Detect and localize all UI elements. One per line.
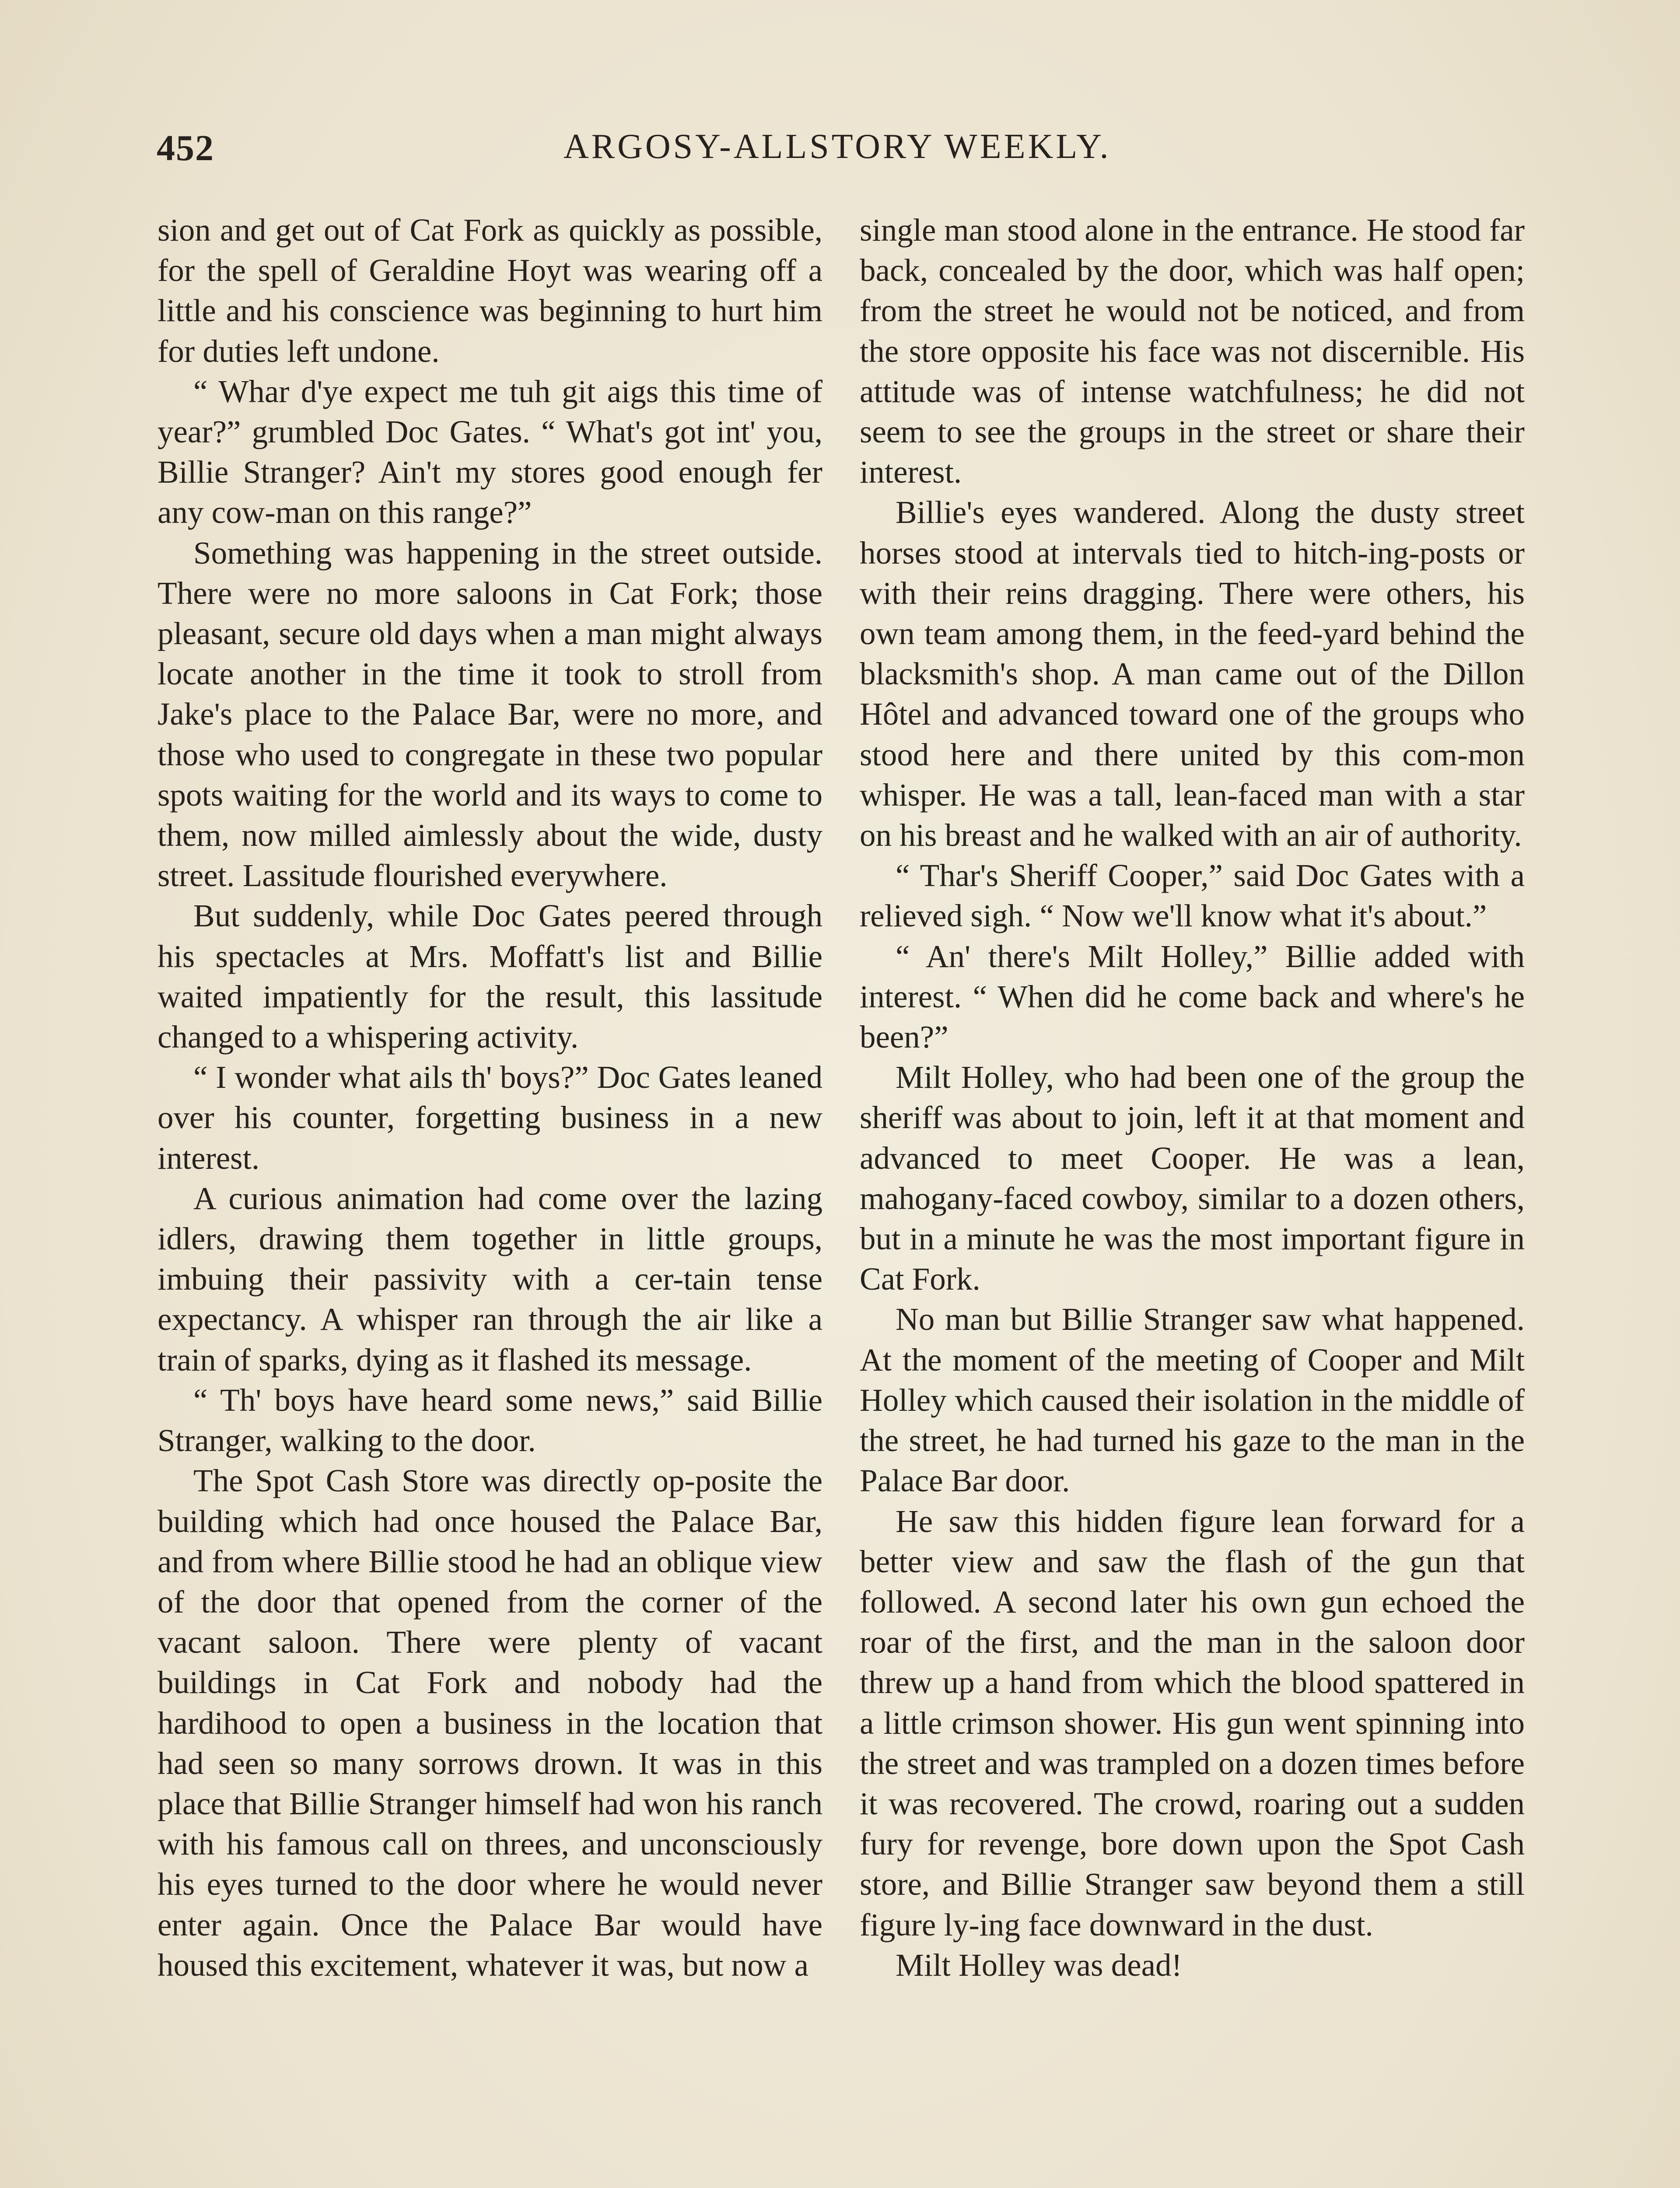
page-number: 452 [157,128,214,168]
running-title: ARGOSY-ALLSTORY WEEKLY. [564,127,1111,166]
paragraph: “ An' there's Milt Holley,” Billie added with interest. “ When did he come back and where's he been?” [860,938,1525,1055]
paragraph: Billie's eyes wandered. Along the dusty street horses stood at intervals tied to hitch-ing-posts or with their reins dragging. There were others, his own team among them, in the feed-yard behind the blacksmith's shop. A man came out of the Dillon Hôtel and advanced toward one of the groups who stood here and there united by this com-mon whisper. He was a tall, lean-faced man with a star on his breast and he walked with an air of authority. [860,494,1525,853]
paragraph: sion and get out of Cat Fork as quickly as possible, for the spell of Geraldine Hoyt was wearing off a little and his conscience was beginning to hurt him for duties left undone. [158,212,822,369]
paragraph: “ I wonder what ails th' boys?” Doc Gates leaned over his counter, forgetting business in a new interest. [158,1059,822,1176]
page-header [157,127,1526,179]
paragraph: The Spot Cash Store was directly op-posite the building which had once housed the Palace Bar, and from where Billie stood he had an oblique view of the door that opened from the corner of the vacant saloon. There were plenty of vacant buildings in Cat Fork and nobody had the hardihood to open a business in the location that had seen so many sorrows drown. It was in this place that Billie Stranger himself had won his ranch with his famous call on threes, and unconsciously his eyes turned to the door where he would never enter again. Once the Palace Bar would have housed this excitement, whatever it was, but now a [158,1463,822,1983]
right-column [860,210,1525,1985]
paragraph: No man but Billie Stranger saw what happened. At the moment of the meeting of Cooper and Milt Holley which caused their isolation in the middle of the street, he had turned his gaze to the man in the Palace Bar door. [860,1301,1525,1499]
paragraph: “ Thar's Sheriff Cooper,” said Doc Gates with a relieved sigh. “ Now we'll know what it's about.” [860,858,1525,934]
paragraph: Something was happening in the street outside. There were no more saloons in Cat Fork; those pleasant, secure old days when a man might always locate another in the time it took to stroll from Jake's place to the Palace Bar, were no more, and those who used to congregate in these two popular spots waiting for the world and its ways to come to them, now milled aimlessly about the wide, dusty street. Lassitude flourished everywhere. [158,535,822,894]
paragraph: single man stood alone in the entrance. He stood far back, concealed by the door, which was half open; from the street he would not be noticed, and from the store opposite his face was not discernible. His attitude was of intense watchfulness; he did not seem to see the groups in the street or share their interest. [860,212,1525,490]
paragraph: Milt Holley was dead! [896,1947,1182,1983]
paragraph: Milt Holley, who had been one of the group the sheriff was about to join, left it at that moment and advanced to meet Cooper. He was a lean, mahogany-faced cowboy, similar to a dozen others, but in a minute he was the most important figure in Cat Fork. [860,1059,1525,1297]
paragraph: But suddenly, while Doc Gates peered through his spectacles at Mrs. Moffatt's list and Billie waited impatiently for the result, this lassitude changed to a whispering activity. [158,898,822,1055]
left-column [158,210,822,1985]
paragraph: He saw this hidden figure lean forward for a better view and saw the flash of the gun that followed. A second later his own gun echoed the roar of the first, and the man in the saloon door threw up a hand from which the blood spattered in a little crimson shower. His gun went spinning into the street and was trampled on a dozen times before it was recovered. The crowd, roaring out a sudden fury for revenge, bore down upon the Spot Cash store, and Billie Stranger saw beyond them a still figure ly-ing face downward in the dust. [860,1503,1525,1943]
paragraph: A curious animation had come over the lazing idlers, drawing them together in little groups, imbuing their passivity with a cer-tain tense expectancy. A whisper ran through the air like a train of sparks, dying as it flashed its message. [158,1180,822,1378]
paragraph: “ Th' boys have heard some news,” said Billie Stranger, walking to the door. [158,1382,822,1459]
paragraph: “ Whar d'ye expect me tuh git aigs this time of year?” grumbled Doc Gates. “ What's got int' you, Billie Stranger? Ain't my stores good enough fer any cow-man on this range?” [158,373,822,530]
